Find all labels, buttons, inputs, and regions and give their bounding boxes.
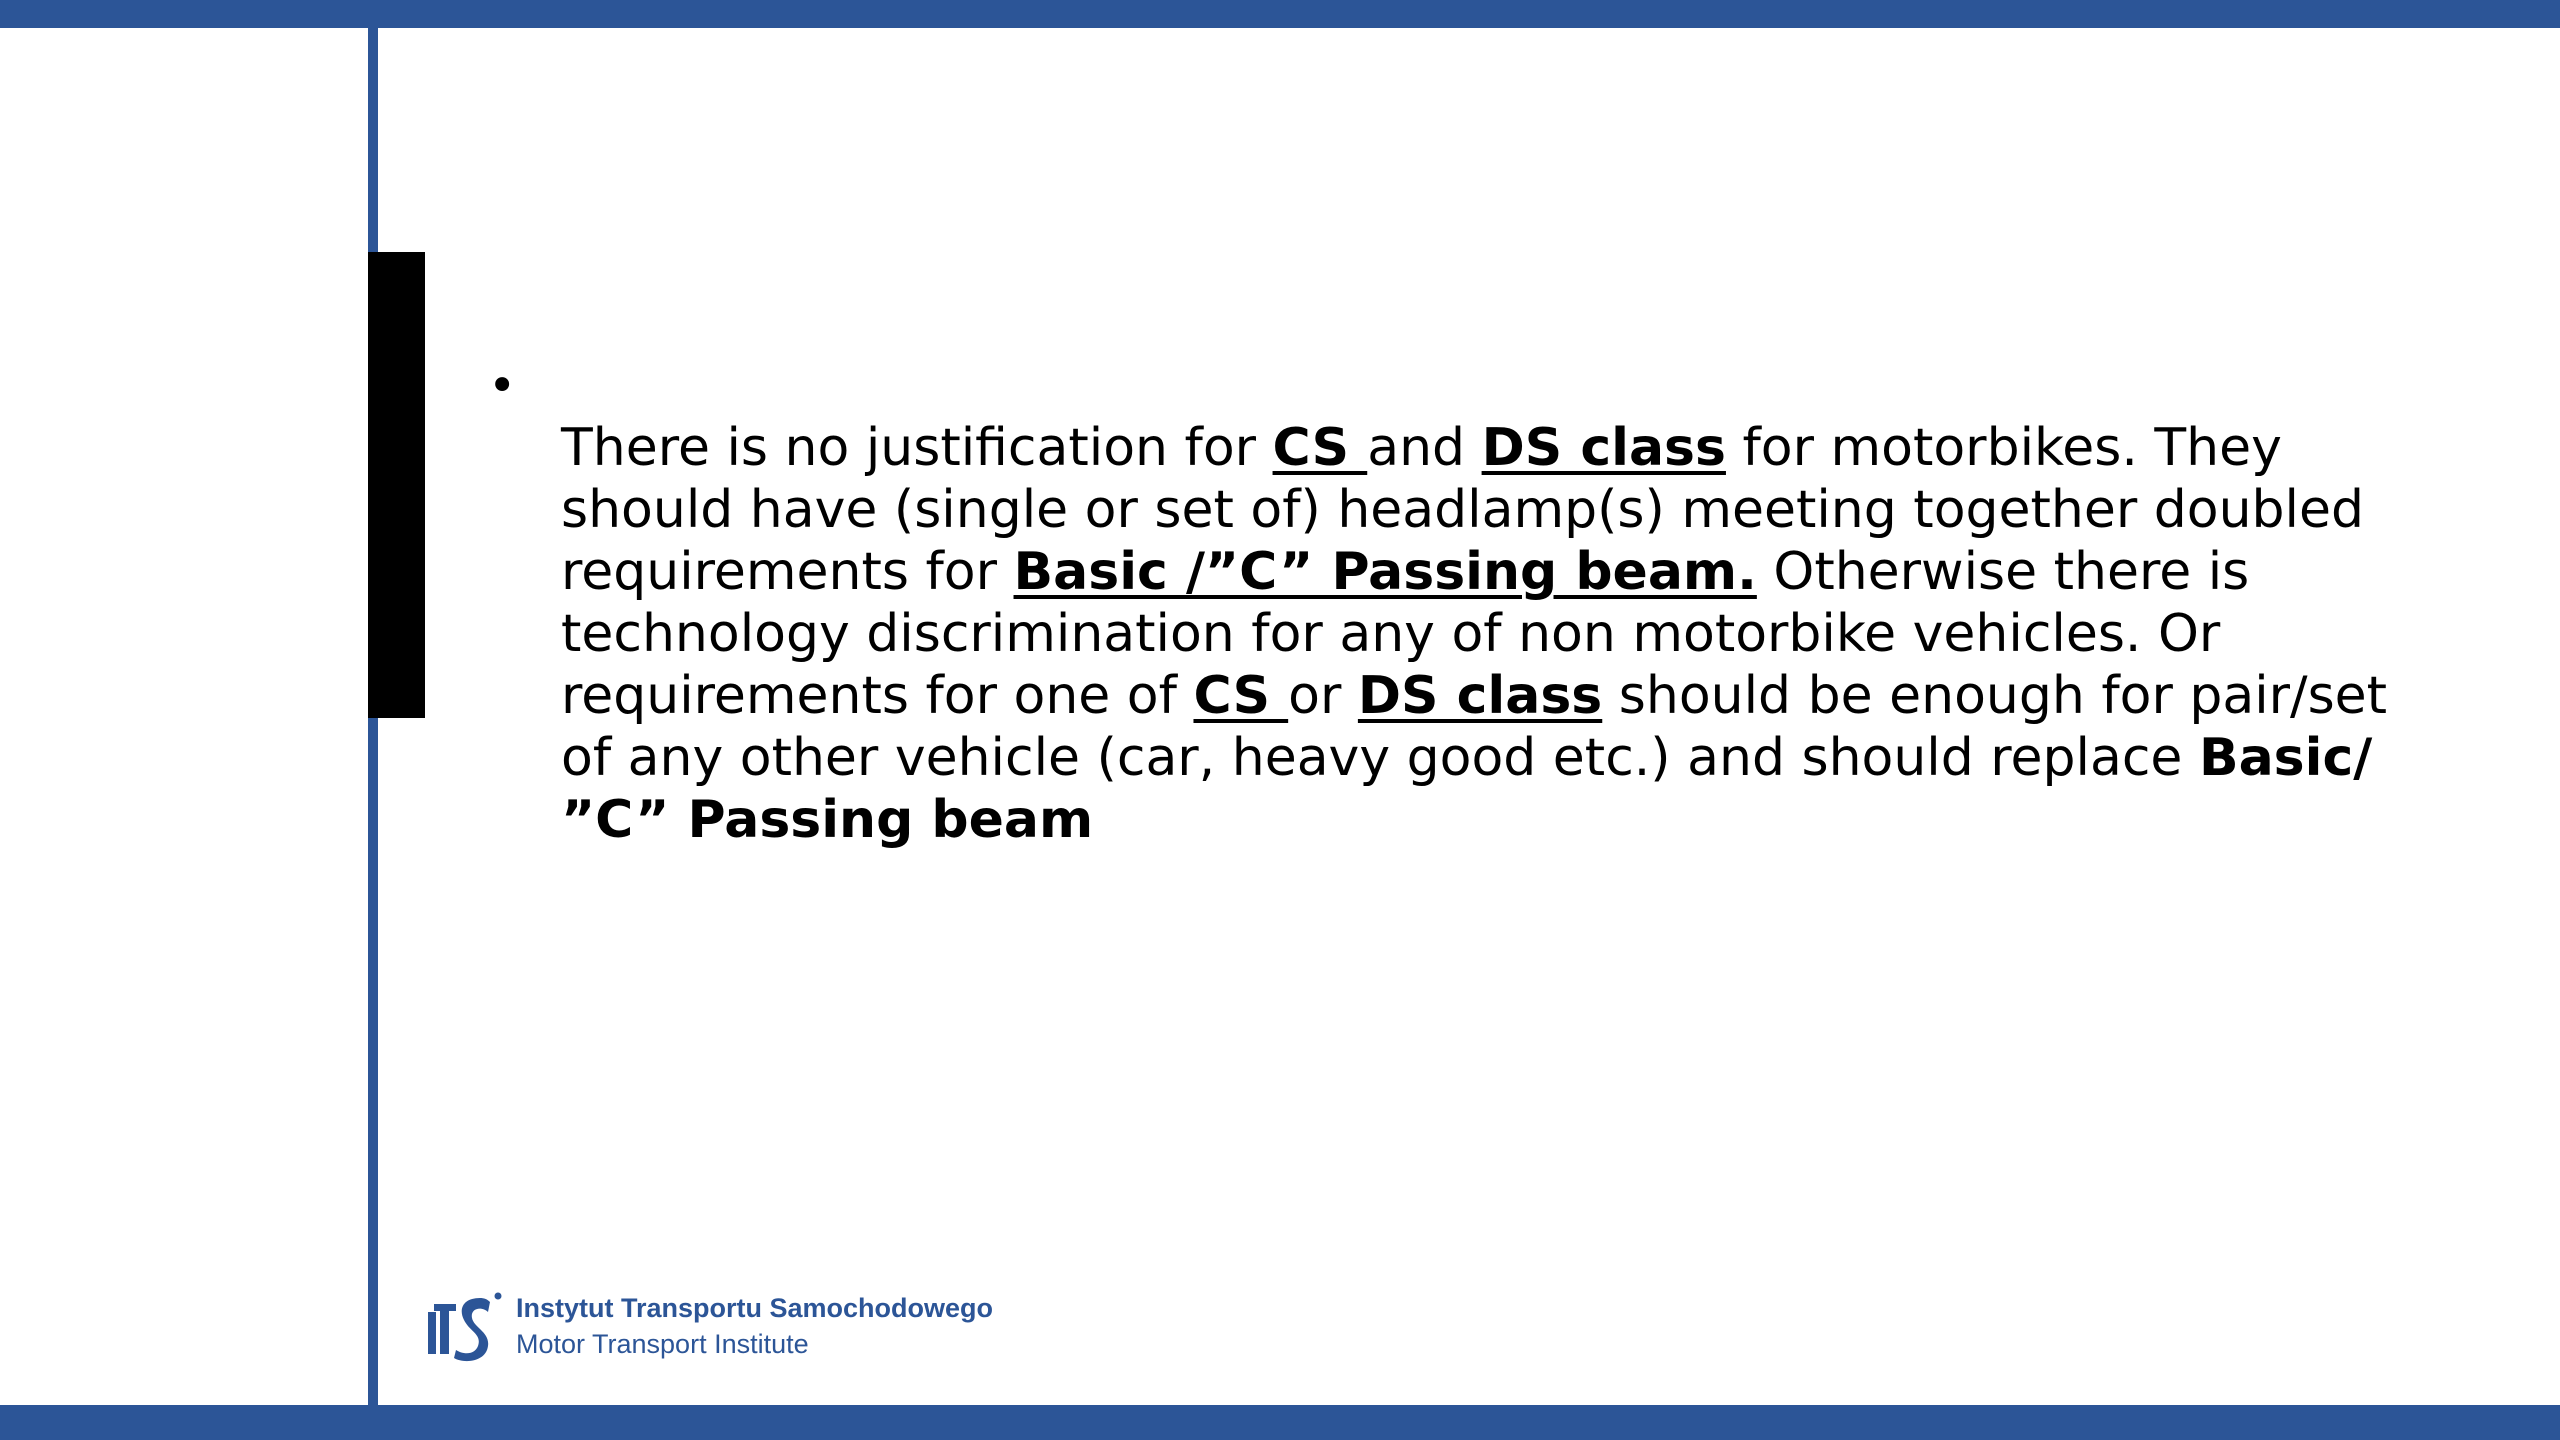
term-ds-class: DS class [1357, 666, 1603, 726]
top-accent-bar [0, 0, 2560, 28]
its-logo-icon [424, 1290, 506, 1362]
bullet-text [561, 355, 2388, 851]
slide-body [488, 355, 2388, 851]
term-ds-class: DS class [1481, 418, 1726, 478]
bullet-item [488, 355, 2388, 851]
bullet-marker: • [488, 358, 517, 414]
text-segment: and [1367, 418, 1482, 478]
text-segment: should be enough for pair/set of any other vehicle (car, heavy good etc.) and should replace [561, 666, 2388, 788]
term-cs: CS [1272, 418, 1368, 478]
text-segment: for motorbikes. They should have (single or set of) headlamp(s) meeting together doubled requirements for [561, 418, 2364, 602]
logo-name-pl: Instytut Transportu Samochodowego [516, 1293, 994, 1323]
institute-logo [424, 1290, 993, 1362]
term-basic-passing-beam: Basic /”C” Passing beam. [1013, 542, 1757, 602]
text-segment: There is no justification for [561, 418, 1273, 478]
text-segment: Otherwise there is technology discrimination for any of non motorbike vehicles. Or requirements for one of [561, 542, 2250, 726]
term-basic-passing-beam-bold: Basic/ ”C” Passing beam [561, 728, 2373, 850]
term-cs: CS [1193, 666, 1289, 726]
bottom-accent-bar [0, 1405, 2560, 1440]
logo-text [516, 1290, 993, 1362]
left-black-block [368, 252, 425, 718]
logo-name-en: Motor Transport Institute [516, 1329, 809, 1359]
text-segment: or [1288, 666, 1358, 726]
